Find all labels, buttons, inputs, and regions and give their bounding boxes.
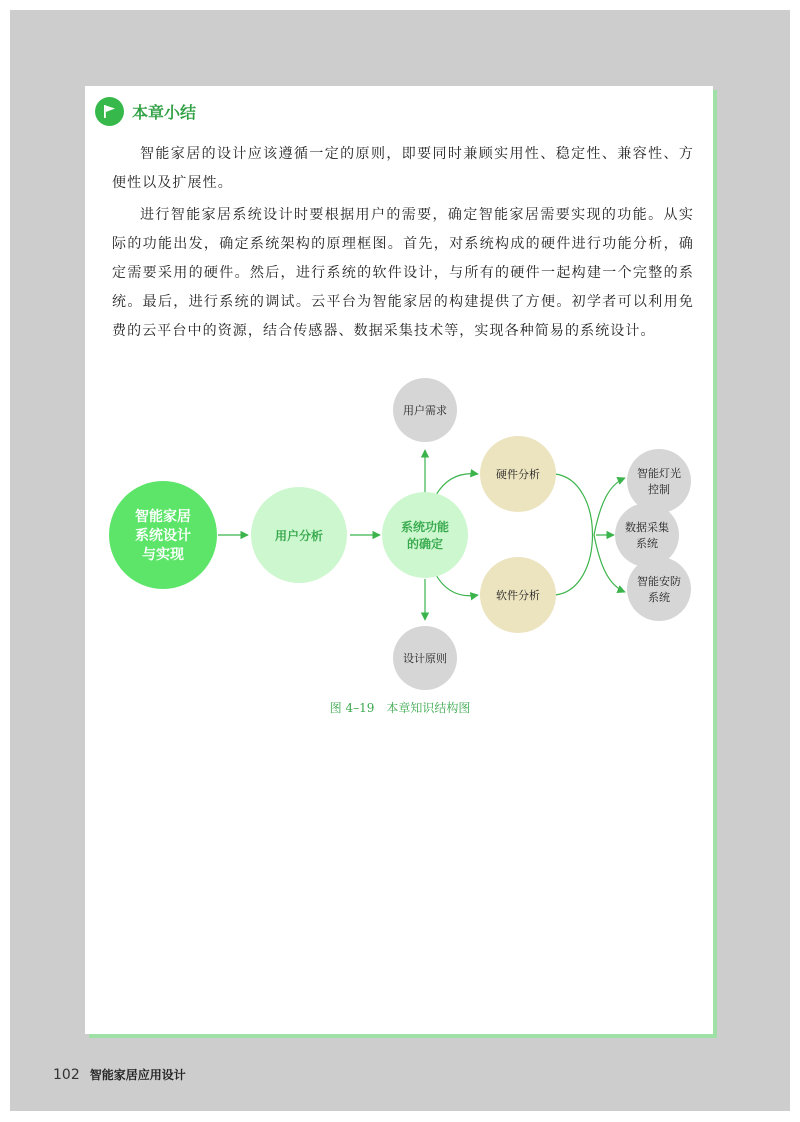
node-security-line-1: 智能安防	[637, 575, 681, 588]
node-data-line-1: 数据采集	[625, 521, 669, 534]
figure-caption: 图 4–19 本章知识结构图	[329, 701, 471, 715]
node-light	[627, 449, 691, 513]
paragraph-1: 智能家居的设计应该遵循一定的原则，即要同时兼顾实用性、稳定性、兼容性、方便性以及扩展性。	[112, 146, 694, 191]
arrow-function-to-software	[436, 575, 478, 596]
node-main	[109, 481, 217, 589]
node-hardware	[480, 436, 556, 512]
bracket-right	[555, 474, 593, 595]
node-data-line-2: 系统	[636, 537, 658, 550]
node-design-principles-label: 设计原则	[403, 652, 447, 665]
node-main-line-3: 与实现	[142, 547, 184, 563]
node-user-analysis	[251, 487, 347, 583]
paragraph-2: 进行智能家居系统设计时要根据用户的需要，确定智能家居需要实现的功能。从实际的功能出发，确定系统架构的原理框图。首先，对系统构成的硬件进行功能分析，确定需要采用的硬件。然后，进行系统的软件设计，与所有的硬件一起构建一个完整的系统。最后，进行系统的调试。云平台为智能家居的构建提供了方便。初学者可以利用免费的云平台中的资源，结合传感器、数据采集技术等，实现各种简易的系统设计。	[112, 207, 694, 339]
node-user-needs-label: 用户需求	[403, 404, 447, 417]
arrow-function-to-hardware	[436, 474, 478, 495]
node-software	[480, 557, 556, 633]
node-security	[627, 557, 691, 621]
node-light-line-2: 控制	[648, 483, 670, 496]
node-security-line-2: 系统	[648, 591, 670, 604]
node-main-line-1: 智能家居	[135, 509, 191, 525]
page-number: 102	[53, 1067, 80, 1083]
node-function	[382, 492, 468, 578]
node-data	[615, 503, 679, 567]
node-user-analysis-label: 用户分析	[274, 529, 324, 543]
page-footer	[53, 1066, 186, 1083]
node-software-label: 软件分析	[496, 589, 540, 602]
node-hardware-label: 硬件分析	[496, 468, 540, 481]
node-design-principles	[393, 626, 457, 690]
section-title: 本章小结	[132, 102, 197, 122]
node-user-needs	[393, 378, 457, 442]
node-function-line-1: 系统功能	[400, 520, 450, 534]
node-main-line-2: 系统设计	[135, 528, 191, 544]
node-light-line-1: 智能灯光	[637, 467, 681, 480]
book-title: 智能家居应用设计	[89, 1068, 186, 1082]
node-function-line-2: 的确定	[406, 537, 444, 551]
